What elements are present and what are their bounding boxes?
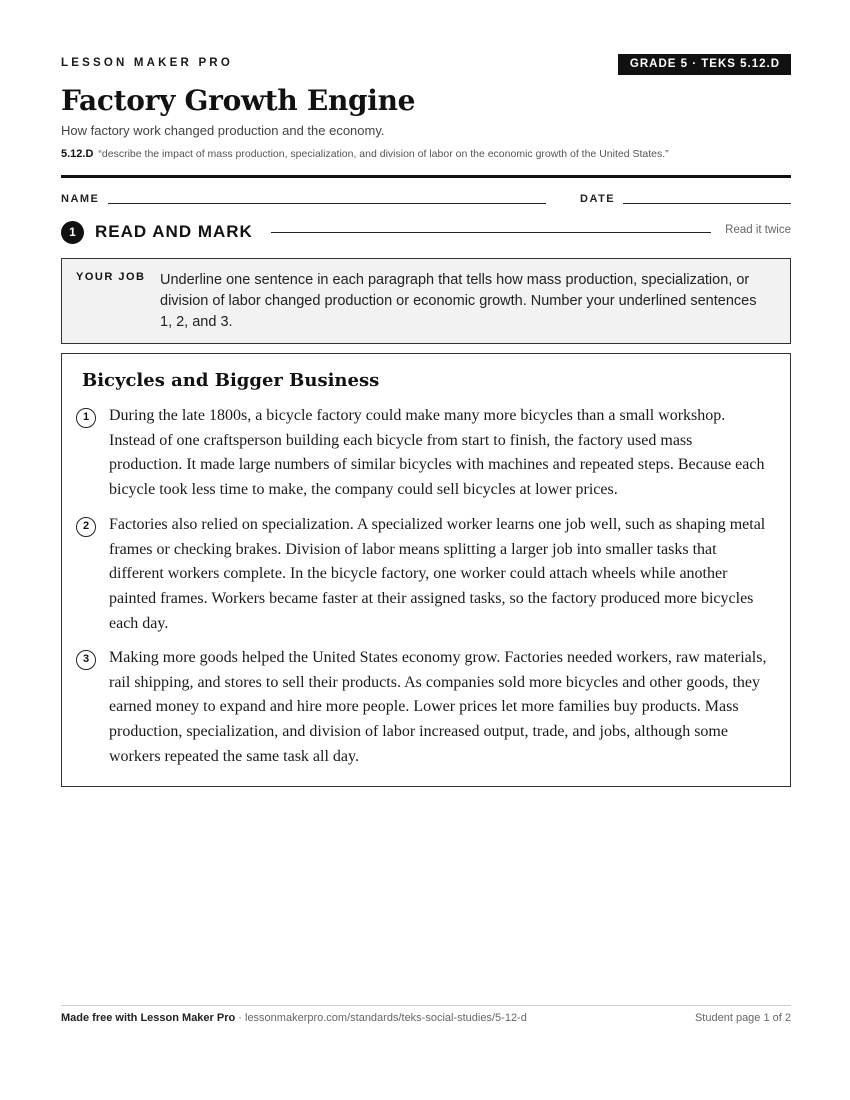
standard-description: “describe the impact of mass production, specialization, and division of labor on the economic growth of the United States.” <box>98 148 669 160</box>
passage-title: Bicycles and Bigger Business <box>82 370 380 391</box>
header-divider <box>61 175 791 178</box>
paragraph-number-2: 2 <box>76 517 96 537</box>
footer-made-with: Made free with Lesson Maker Pro <box>61 1012 236 1024</box>
footer-page-number: Student page 1 of 2 <box>694 1012 791 1024</box>
footer-url[interactable]: · lessonmakerpro.com/standards/teks-social-studies/5-12-d <box>235 1012 527 1024</box>
paragraph-number-3: 3 <box>76 650 96 670</box>
brand-name: LESSON MAKER PRO <box>61 57 233 69</box>
name-label: NAME <box>61 193 100 205</box>
section-number-badge: 1 <box>61 221 84 244</box>
standard-line <box>61 148 669 160</box>
instructions-text: Underline one sentence in each paragraph that tells how mass production, specialization, or division of labor changed production or economic growth. Number your underlined sentences 1, 2, and 3. <box>160 272 757 330</box>
footer-divider <box>61 1005 791 1006</box>
standard-code: 5.12.D <box>61 148 94 160</box>
reading-passage <box>61 353 791 787</box>
worksheet-page <box>61 0 791 1100</box>
section-note: Read it twice <box>725 224 791 236</box>
date-field[interactable] <box>623 203 791 204</box>
paragraph-number-1: 1 <box>76 408 96 428</box>
instructions-box <box>61 258 791 344</box>
paragraph-3[interactable]: Making more goods helped the United States economy grow. Factories needed workers, raw materials, rail shipping, and stores to sell their products. As companies sold more bicycles and other goods, they earned money to expand and hire more people. Lower prices let more families buy products. Mass production, specialization, and division of labor increased output, trade, and jobs, although some workers repeated the same task all day. <box>109 649 767 765</box>
grade-badge: GRADE 5 · TEKS 5.12.D <box>618 54 791 75</box>
paragraph-1[interactable]: During the late 1800s, a bicycle factory could make many more bicycles than a small workshop. Instead of one craftsperson building each bicycle from start to finish, the factory used mass production. It made large numbers of similar bicycles with machines and repeated steps. Because each bicycle took less time to make, the company could sell bicycles at lower prices. <box>109 407 765 499</box>
section-title: READ AND MARK <box>95 222 253 241</box>
footer-credit <box>61 1012 527 1024</box>
date-label: DATE <box>580 193 616 205</box>
page-title: Factory Growth Engine <box>61 84 416 117</box>
page-subtitle: How factory work changed production and the economy. <box>61 123 385 138</box>
section-divider <box>271 232 711 233</box>
instructions-label: YOUR JOB <box>76 271 146 283</box>
paragraph-2[interactable]: Factories also relied on specialization. A specialized worker learns one job well, such as shaping metal frames or checking brakes. Division of labor means splitting a larger job into smaller tasks that different workers complete. In the bicycle factory, one worker could attach wheels while another painted frames. Workers became faster at their assigned tasks, so the factory produced more bicycles each day. <box>109 516 766 632</box>
name-field[interactable] <box>108 203 546 204</box>
